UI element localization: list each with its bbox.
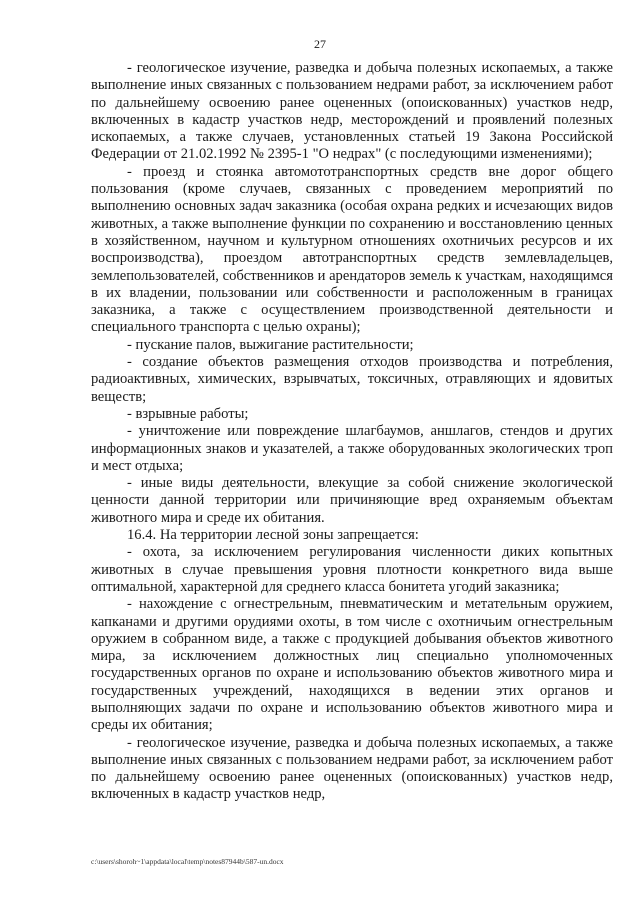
paragraph-geology-1: - геологическое изучение, разведка и добыча полезных ископаемых, а также выполнение иных связанных с пользованием недрами работ, за исключением работ по дальнейшему освоению ранее оцененных (опоискованных) участков недр, включенных в кадастр участков недр, месторождений и проявлений полезных ископаемых, а также случаев, установленных статьей 19 Закона Российской Федерации от 21.02.1992 № 2395-1 "О недрах" (с последующими изменениями); xyxy=(91,60,613,163)
paragraph-weapons: - нахождение с огнестрельным, пневматическим и метательным оружием, капканами и другими орудиями охоты, в том числе с охотничьим огнестрельным оружием в собранном виде, а также с продукцией добывания объектов животного мира, за исключением должностных лиц специально уполномоченных государственных органов по охране и использованию объектов животного мира и государственных учреждений, находящихся в ведении этих органов и выполняющих задачи по охране и использованию объектов животного мира и среды их обитания; xyxy=(91,596,613,734)
paragraph-signs: - уничтожение или повреждение шлагбаумов, аншлагов, стендов и других информационных знаков и указателей, а также оборудованных экологических троп и мест отдыха; xyxy=(91,423,613,474)
paragraph-geology-2: - геологическое изучение, разведка и добыча полезных ископаемых, а также выполнение иных связанных с пользованием недрами работ, за исключением работ по дальнейшему освоению ранее оцененных (опоискованных) участков недр, включенных в кадастр участков недр, xyxy=(91,734,613,803)
document-body xyxy=(91,60,613,804)
paragraph-burning: - пускание палов, выжигание растительности; xyxy=(127,336,414,353)
page-number: 27 xyxy=(314,37,326,51)
paragraph-waste: - создание объектов размещения отходов производства и потребления, радиоактивных, химических, взрывчатых, токсичных, отравляющих и ядовитых веществ; xyxy=(91,354,613,405)
paragraph-explosions: - взрывные работы; xyxy=(127,405,249,422)
footer-file-path: c:\users\shoroh~1\appdata\local\temp\notes87944b\587-un.docx xyxy=(91,857,284,866)
paragraph-vehicles: - проезд и стоянка автомототранспортных средств вне дорог общего пользования (кроме случаев, связанных с проведением мероприятий по выполнению основных задач заказника (особая охрана редких и исчезающих видов животных, а также выполнение функции по сохранению и восстановлению ценных в хозяйственном, научном и культурном отношениях охотничьих ресурсов и их воспроизводства), проездом автотранспортных средств землевладельцев, землепользователей, собственников и арендаторов земель к участкам, находящимся в их владении, пользовании или собственности и расположенным в границах заказника, а также с осуществлением производственной деятельности и специального транспорта с целью охраны); xyxy=(91,163,613,336)
section-heading-16-4: 16.4. На территории лесной зоны запрещается: xyxy=(127,527,419,544)
paragraph-other-activities: - иные виды деятельности, влекущие за собой снижение экологической ценности данной территории или причиняющие вред охраняемым объектам животного мира и среде их обитания. xyxy=(91,475,613,526)
paragraph-hunting: - охота, за исключением регулирования численности диких копытных животных в случае превышения уровня плотности конкретного вида выше оптимальной, характерной для среднего класса бонитета угодий заказника; xyxy=(91,544,613,595)
